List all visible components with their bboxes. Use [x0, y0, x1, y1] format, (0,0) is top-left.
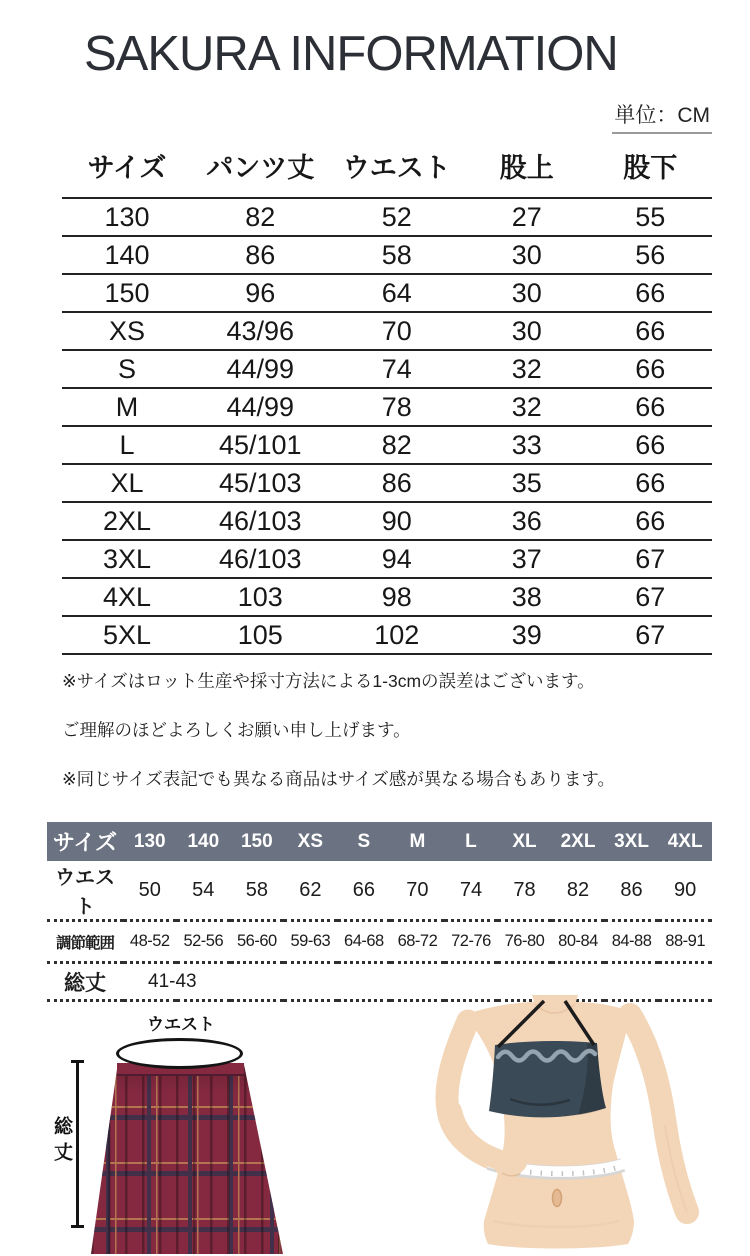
adjust-cell: 56-60 [230, 921, 284, 963]
size-row [62, 350, 712, 388]
adjust-cell: 41-43 [123, 963, 712, 1001]
adjust-row-label: 調節範囲 [47, 921, 123, 963]
length-measure-arrow [76, 1060, 79, 1228]
adjust-header-size: L [465, 830, 477, 852]
adjust-cell: 78 [498, 861, 552, 921]
size-cell: 27 [465, 198, 589, 236]
size-cell: 56 [589, 236, 713, 274]
adjust-cell: 62 [284, 861, 338, 921]
size-cell: 130 [62, 198, 192, 236]
adjust-cell: 74 [444, 861, 498, 921]
size-cell: 30 [465, 312, 589, 350]
adjust-header-size: 2XL [560, 830, 596, 852]
plaid-skirt-graphic [91, 1063, 283, 1254]
size-cell: 43/96 [192, 312, 329, 350]
skirt-waist-label: ウエスト [147, 1015, 215, 1034]
column-header: 股上 [465, 138, 589, 198]
adjust-cell: 76-80 [498, 921, 552, 963]
size-cell: 86 [329, 464, 466, 502]
adjust-cell: 66 [337, 861, 391, 921]
adjust-cell: 54 [177, 861, 231, 921]
size-cell: 98 [329, 578, 466, 616]
size-cell: 3XL [62, 540, 192, 578]
size-cell: 94 [329, 540, 466, 578]
column-header: サイズ [62, 138, 192, 198]
adjust-cell: 52-56 [177, 921, 231, 963]
adjust-header-size: 4XL [667, 830, 703, 852]
size-row [62, 616, 712, 654]
adjust-header-size: M [409, 830, 426, 852]
size-row [62, 578, 712, 616]
adjust-cell: 84-88 [605, 921, 659, 963]
size-cell: 66 [589, 426, 713, 464]
adjust-row-label: ウエスト [47, 861, 123, 921]
size-cell: 74 [329, 350, 466, 388]
adjust-cell: 48-52 [123, 921, 177, 963]
adjust-cell: 86 [605, 861, 659, 921]
note-line: ご理解のほどよろしくお願い申し上げます。 [62, 720, 411, 740]
size-cell: 58 [329, 236, 466, 274]
size-cell: 2XL [62, 502, 192, 540]
size-cell: 44/99 [192, 388, 329, 426]
size-cell: 44/99 [192, 350, 329, 388]
adjust-row [47, 921, 712, 963]
column-header: パンツ丈 [192, 138, 329, 198]
size-cell: 32 [465, 388, 589, 426]
adjust-header-size: 140 [187, 830, 220, 852]
adjust-header-size: 3XL [614, 830, 649, 852]
size-cell: 35 [465, 464, 589, 502]
adjust-header-label: サイズ [52, 830, 118, 855]
size-cell: 30 [465, 236, 589, 274]
adjust-cell: 88-91 [658, 921, 712, 963]
size-cell: XS [62, 312, 192, 350]
note-line: ※サイズはロット生産や採寸方法による1-3cmの誤差はございます。 [62, 671, 595, 691]
main-table-header-row [62, 138, 712, 198]
size-cell: L [62, 426, 192, 464]
adjust-table-header-row [47, 822, 712, 861]
skirt-length-label: 総丈 [51, 1116, 72, 1168]
adjust-header-size: 130 [133, 830, 166, 852]
size-cell: 66 [589, 312, 713, 350]
adjust-cell: 90 [658, 861, 712, 921]
size-cell: 66 [589, 274, 713, 312]
size-cell: 45/103 [192, 464, 329, 502]
size-row [62, 274, 712, 312]
size-cell: 66 [589, 502, 713, 540]
size-cell: 4XL [62, 578, 192, 616]
size-cell: 90 [329, 502, 466, 540]
size-cell: 105 [192, 616, 329, 654]
page-title: SAKURA INFORMATION [84, 27, 618, 81]
size-cell: 52 [329, 198, 466, 236]
size-cell: 66 [589, 388, 713, 426]
adjust-cell: 68-72 [391, 921, 445, 963]
adjustment-size-table [47, 822, 712, 1002]
size-row [62, 464, 712, 502]
size-cell: 70 [329, 312, 466, 350]
size-row [62, 426, 712, 464]
size-row [62, 388, 712, 426]
notes-block [62, 668, 702, 815]
size-cell: 67 [589, 578, 713, 616]
size-cell: 150 [62, 274, 192, 312]
adjust-cell: 64-68 [337, 921, 391, 963]
size-cell: 33 [465, 426, 589, 464]
size-cell: 86 [192, 236, 329, 274]
column-header: ウエスト [329, 138, 466, 198]
size-cell: 82 [192, 198, 329, 236]
size-cell: 46/103 [192, 540, 329, 578]
size-cell: 67 [589, 616, 713, 654]
size-cell: 5XL [62, 616, 192, 654]
size-cell: 66 [589, 350, 713, 388]
size-cell: 96 [192, 274, 329, 312]
size-cell: 67 [589, 540, 713, 578]
size-cell: 46/103 [192, 502, 329, 540]
waist-measuring-torso-illustration [398, 995, 720, 1256]
adjust-header-size: 150 [240, 830, 273, 852]
size-row [62, 312, 712, 350]
note-line: ※同じサイズ表記でも異なる商品はサイズ感が異なる場合もあります。 [62, 769, 615, 789]
size-cell: 55 [589, 198, 713, 236]
size-cell: 66 [589, 464, 713, 502]
adjust-row-label: 総丈 [47, 963, 123, 1001]
main-size-table [62, 138, 712, 655]
size-cell: M [62, 388, 192, 426]
adjust-cell: 58 [230, 861, 284, 921]
waist-ellipse-marker [116, 1038, 243, 1069]
adjust-cell: 80-84 [551, 921, 605, 963]
size-cell: 78 [329, 388, 466, 426]
size-cell: 102 [329, 616, 466, 654]
size-cell: 32 [465, 350, 589, 388]
navel [553, 1190, 562, 1207]
size-cell: 30 [465, 274, 589, 312]
adjust-header-size: S [357, 830, 371, 852]
size-row [62, 540, 712, 578]
torso-measurement-figure [398, 995, 720, 1256]
size-cell: 39 [465, 616, 589, 654]
size-cell: 36 [465, 502, 589, 540]
size-cell: 82 [329, 426, 466, 464]
adjust-cell: 72-76 [444, 921, 498, 963]
adjust-cell: 70 [391, 861, 445, 921]
size-row [62, 198, 712, 236]
unit-label: 単位：CM [612, 99, 712, 134]
torso-body [464, 1002, 634, 1249]
adjust-row [47, 861, 712, 921]
column-header: 股下 [589, 138, 713, 198]
size-cell: 103 [192, 578, 329, 616]
right-arm [630, 1015, 687, 1212]
adjust-cell: 50 [123, 861, 177, 921]
size-cell: 38 [465, 578, 589, 616]
size-cell: 140 [62, 236, 192, 274]
adjust-cell: 59-63 [284, 921, 338, 963]
size-row [62, 236, 712, 274]
skirt-measurement-figure [40, 1008, 340, 1256]
size-cell: S [62, 350, 192, 388]
size-row [62, 502, 712, 540]
adjust-header-size: XL [512, 830, 537, 852]
adjust-cell: 82 [551, 861, 605, 921]
size-cell: 37 [465, 540, 589, 578]
size-cell: 45/101 [192, 426, 329, 464]
adjust-header-size: XS [297, 830, 324, 852]
size-cell: XL [62, 464, 192, 502]
size-cell: 64 [329, 274, 466, 312]
